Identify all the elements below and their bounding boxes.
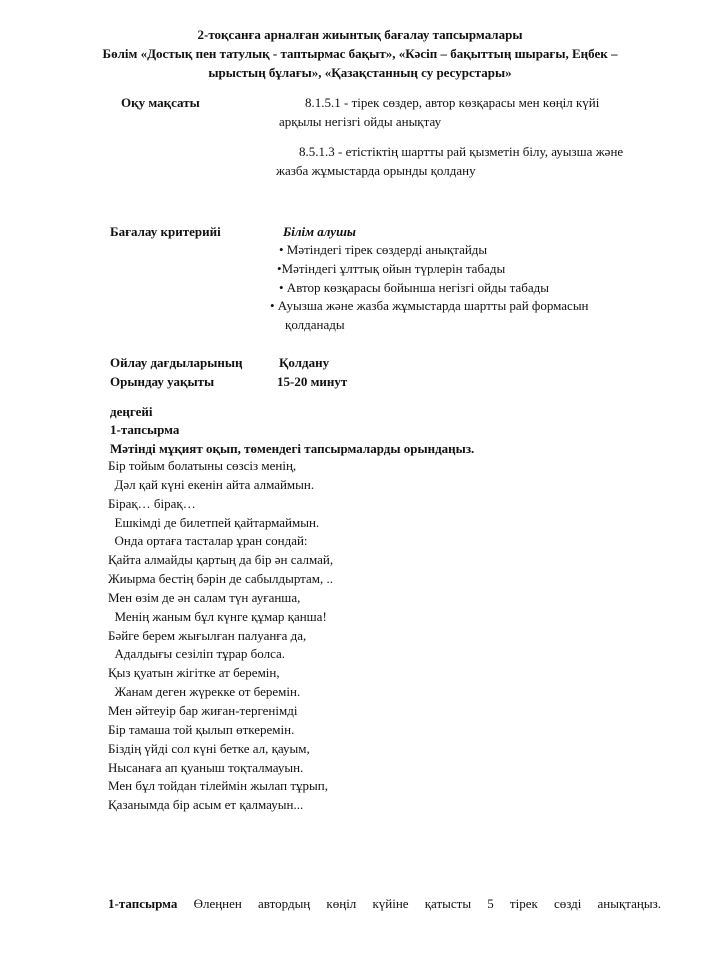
doc-title-line3: ырыстың бұлағы», «Қазақстанның су ресурстары» <box>208 65 512 80</box>
final-task-word: сөзді <box>553 896 582 911</box>
poem-line: Нысанаға ап қуаныш тоқталмауын. <box>108 759 304 775</box>
thinking-skills-value: Қолдану <box>279 355 330 370</box>
poem-line: Менің жаным бұл күнге құмар қанша! <box>108 608 327 624</box>
criteria-item: • Мәтіндегі тірек сөздерді анықтайды <box>279 242 488 257</box>
poem-line: Бір тойым болатыны сөзсіз менің, <box>108 458 297 473</box>
poem-text <box>108 457 333 815</box>
poem-line: Қыз қуатын жігітке ат беремін, <box>108 665 280 681</box>
final-task-word: қатысты <box>424 896 472 911</box>
poem-line: Ешкімді де билетпей қайтармаймын. <box>108 514 320 530</box>
poem-line: Біздің үйді сол күні бетке ал, қауым, <box>108 740 310 756</box>
time-value: 15-20 минут <box>277 374 348 389</box>
poem-line: Адалдығы сезіліп тұрар болса. <box>108 646 286 662</box>
poem-line: Қазанымда бір асым ет қалмауын... <box>108 797 304 813</box>
criteria-item: •Мәтіндегі ұлттық ойын түрлерін табады <box>277 261 506 276</box>
criteria-label: Бағалау критерийі <box>110 224 221 239</box>
criteria-heading: Білім алушы <box>283 224 356 239</box>
poem-line: Бәйге берем жығылған палуанға да, <box>108 627 307 643</box>
objective-2-line1: 8.5.1.3 - етістіктің шартты рай қызметін білу, ауызша және <box>299 144 624 159</box>
poem-line: Мен әйтеуір бар жиған-тергенімді <box>108 702 298 718</box>
objective-1-line1: 8.1.5.1 - тірек сөздер, автор көзқарасы мен көңіл күйі <box>305 95 600 110</box>
poem-line: Жанам деген жүрекке от беремін. <box>108 684 301 700</box>
final-task-label: 1-тапсырма <box>108 896 178 911</box>
final-task-word: анықтаңыз. <box>597 896 661 911</box>
final-task-word: автордың <box>258 896 311 911</box>
poem-line: Бір тамаша той қылып өткеремін. <box>108 721 295 737</box>
objective-2-line2: жазба жұмыстарда орынды қолдану <box>276 163 476 178</box>
final-task-word: күйіне <box>372 896 409 911</box>
poem-line: Дәл қай күні екенін айта алмаймын. <box>108 476 315 492</box>
task1-heading: 1-тапсырма <box>110 422 180 437</box>
final-task-word: Өлеңнен <box>193 896 242 911</box>
final-task-word: тірек <box>509 896 538 911</box>
final-task-word: көңіл <box>326 896 357 911</box>
criteria-item: • Автор көзқарасы бойынша негізгі ойды табады <box>279 280 550 295</box>
time-label: Орындау уақыты <box>110 374 215 389</box>
poem-line: Қайта алмайды қартың да бір ән салмай, <box>108 552 334 568</box>
objectives-label: Оқу мақсаты <box>121 95 200 110</box>
poem-line: Жиырма бестің бәрін де сабылдыртам, .. <box>108 571 333 587</box>
objective-1-line2: арқылы негізгі ойды анықтау <box>279 114 442 129</box>
final-task-word: 5 <box>487 896 494 911</box>
doc-title-line2: Бөлім «Достық пен татулық - таптырмас бақыт», «Кәсіп – бақыттың шырағы, Еңбек – <box>102 46 618 61</box>
doc-title-line1: 2-тоқсанға арналған жиынтық бағалау тапсырмалары <box>197 27 523 42</box>
poem-line: Бірақ… бірақ… <box>108 495 196 511</box>
task1-instruction: Мәтінді мұқият оқып, төмендегі тапсырмаларды орындаңыз. <box>110 441 475 456</box>
criteria-item: • Ауызша және жазба жұмыстарда шартты рай формасын <box>270 298 589 313</box>
poem-line: Онда ортаға тасталар ұран сондай: <box>108 533 308 549</box>
poem-line: Мен бұл тойдан тілеймін жылап тұрып, <box>108 778 328 794</box>
criteria-item: қолданады <box>285 317 345 332</box>
thinking-skills-label: Ойлау дағдыларының <box>110 355 243 370</box>
thinking-level-word: деңгейі <box>110 404 153 419</box>
poem-line: Мен өзім де ән салам түн ауғанша, <box>108 589 301 605</box>
final-task-line <box>108 896 661 912</box>
